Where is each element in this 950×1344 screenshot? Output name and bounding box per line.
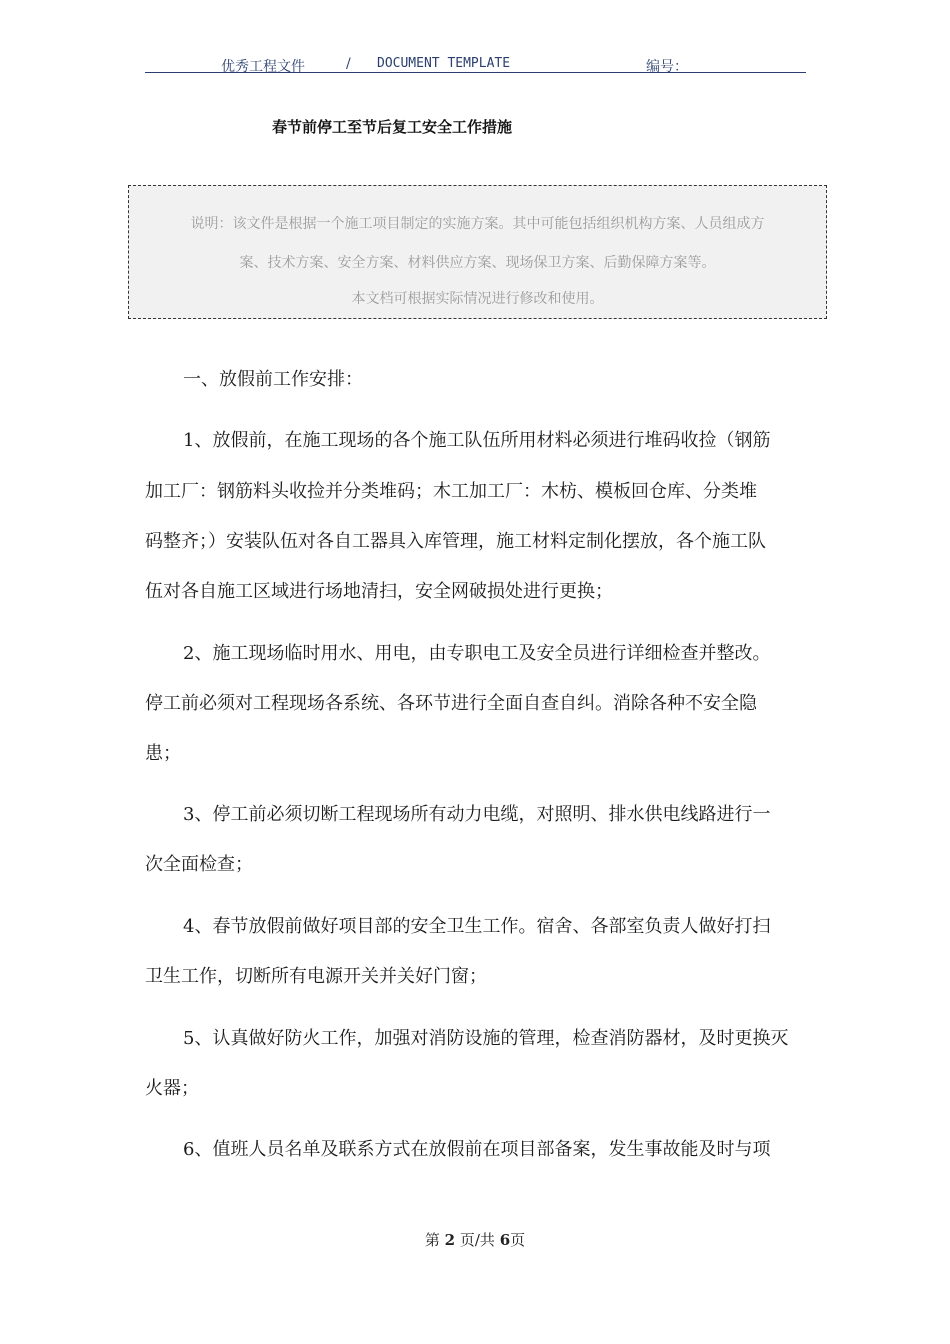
paragraph-1-line-2: 加工厂：钢筋料头收捡并分类堆码；木工加工厂：木枋、模板回仓库、分类堆: [145, 481, 757, 502]
paragraph-1-line-4: 伍对各自施工区域进行场地清扫，安全网破损处进行更换；: [145, 581, 613, 602]
paragraph-2-line-3: 患；: [145, 743, 181, 764]
header-left: 优秀工程文件: [221, 59, 305, 75]
footer-total-pages: 6: [499, 1231, 511, 1249]
section-heading: 一、放假前工作安排：: [183, 369, 363, 390]
page-header: [145, 54, 806, 73]
notice-box: [128, 185, 827, 319]
footer-suffix: 页: [510, 1231, 526, 1249]
footer-prefix: 第: [424, 1231, 440, 1249]
paragraph-5-line-2: 火器；: [145, 1078, 199, 1099]
paragraph-5-line-1: 5、认真做好防火工作，加强对消防设施的管理，检查消防器材，及时更换灭: [183, 1028, 789, 1049]
document-title: 春节前停工至节后复工安全工作措施: [272, 118, 513, 136]
header-middle: DOCUMENT TEMPLATE: [377, 56, 511, 71]
footer-page-number: 2: [444, 1231, 456, 1249]
paragraph-2-line-1: 2、施工现场临时用水、用电，由专职电工及安全员进行详细检查并整改。: [183, 643, 771, 664]
paragraph-3-line-2: 次全面检查；: [145, 854, 253, 875]
notice-line-1: 说明：该文件是根据一个施工项目制定的实施方案。其中可能包括组织机构方案、人员组成方: [190, 216, 765, 232]
paragraph-1-line-3: 码整齐；）安装队伍对各自工器具入库管理，施工材料定制化摆放，各个施工队: [145, 531, 766, 552]
paragraph-4-line-2: 卫生工作，切断所有电源开关并关好门窗；: [145, 966, 487, 987]
footer-middle: 页/共: [459, 1231, 495, 1249]
notice-line-3: 本文档可根据实际情况进行修改和使用。: [351, 291, 604, 307]
notice-line-2: 案、技术方案、安全方案、材料供应方案、现场保卫方案、后勤保障方案等。: [239, 255, 716, 271]
paragraph-1-line-1: 1、放假前，在施工现场的各个施工队伍所用材料必须进行堆码收捡（钢筋: [183, 430, 771, 451]
paragraph-4-line-1: 4、春节放假前做好项目部的安全卫生工作。宿舍、各部室负责人做好打扫: [183, 916, 771, 937]
paragraph-6-line-1: 6、值班人员名单及联系方式在放假前在项目部备案，发生事故能及时与项: [183, 1139, 771, 1160]
paragraph-2-line-2: 停工前必须对工程现场各系统、各环节进行全面自查自纠。消除各种不安全隐: [145, 693, 757, 714]
page-footer: [0, 1229, 950, 1250]
header-number-label: 编号：: [646, 59, 688, 75]
header-separator: /: [346, 56, 351, 72]
paragraph-3-line-1: 3、停工前必须切断工程现场所有动力电缆，对照明、排水供电线路进行一: [183, 804, 771, 825]
